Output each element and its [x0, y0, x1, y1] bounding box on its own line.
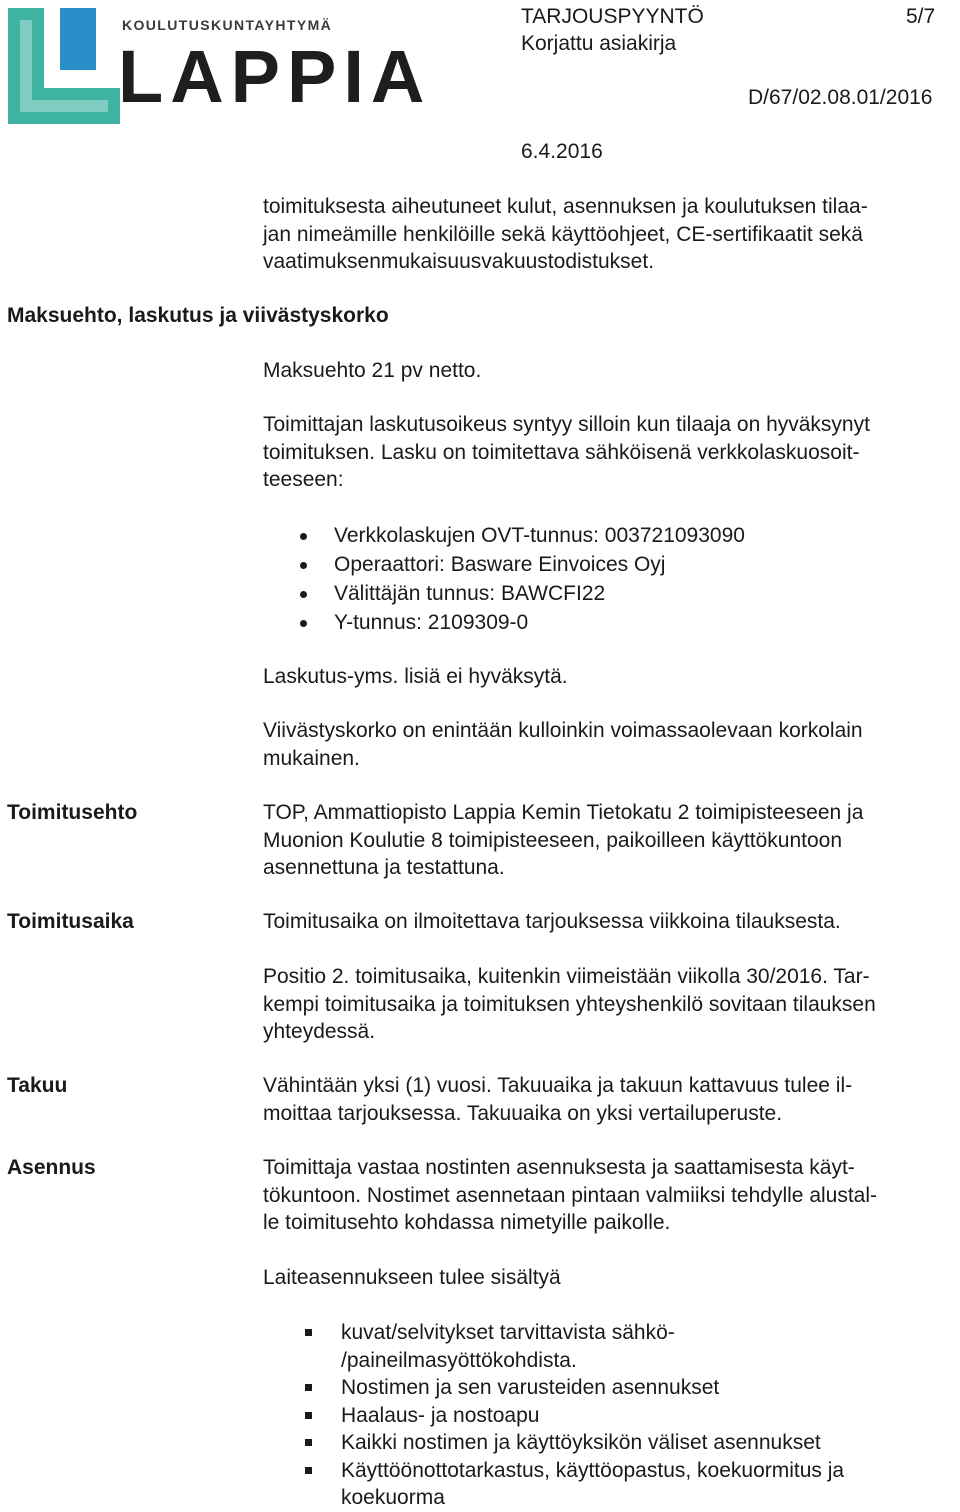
list-item: Verkkolaskujen OVT-tunnus: 003721093090 — [300, 522, 900, 550]
logo-brand-name: LAPPIA — [118, 35, 432, 118]
intro-paragraph — [263, 193, 953, 276]
installation-heading: Asennus — [7, 1156, 96, 1179]
delivery-time-line: Toimitusaika on ilmoitettava tarjouksessa viikkoina tilauksesta. — [263, 910, 841, 933]
doc-type: TARJOUSPYYNTÖ — [521, 5, 704, 28]
bullet-icon — [300, 533, 307, 540]
square-bullet-icon — [305, 1439, 312, 1446]
invoice-line: Toimittajan laskutusoikeus syntyy silloin kun tilaaja on hyväksynyt — [263, 413, 870, 436]
invoice-paragraph — [263, 411, 958, 494]
installation-paragraph — [263, 1154, 958, 1237]
invoice-line: teeseen: — [263, 468, 344, 491]
warranty-line: moittaa tarjouksessa. Takuuaika on yksi vertailuperuste. — [263, 1101, 783, 1125]
delivery-terms-line: asennettuna ja testattuna. — [263, 856, 505, 879]
list-item: Välittäjän tunnus: BAWCFI22 — [300, 580, 900, 608]
list-item: Nostimen ja sen varusteiden asennukset — [305, 1374, 945, 1402]
delivery-terms-line: TOP, Ammattiopisto Lappia Kemin Tietokatu 2 toimipisteeseen ja — [263, 801, 864, 824]
installation-line: tökuntoon. Nostimet asennetaan pintaan valmiiksi tehdylle alustal- — [263, 1183, 878, 1207]
square-bullet-icon — [305, 1329, 312, 1336]
doc-subtitle: Korjattu asiakirja — [521, 32, 677, 55]
payment-term: Maksuehto 21 pv netto. — [263, 359, 482, 382]
intro-line: toimituksesta aiheutuneet kulut, asennuksen ja koulutuksen tilaa- — [263, 195, 868, 218]
bullet-icon — [300, 591, 307, 598]
list-item: Käyttöönottotarkastus, käyttöopastus, koekuormitus ja — [305, 1457, 945, 1485]
square-bullet-icon — [305, 1384, 312, 1391]
square-bullet-icon — [305, 1467, 312, 1474]
invoice-details-list — [300, 522, 900, 637]
installation-line: le toimitusehto kohdassa nimetyille paikolle. — [263, 1211, 671, 1234]
position-line: kempi toimitusaika ja toimituksen yhteyshenkilö sovitaan tilauksen — [263, 992, 876, 1016]
extras-note: Laskutus-yms. lisiä ei hyväksytä. — [263, 665, 568, 688]
delivery-terms-line: Muonion Koulutie 8 toimipisteeseen, paikoilleen käyttökuntoon — [263, 828, 843, 852]
list-item: koekuorma — [341, 1486, 445, 1509]
list-item: Kaikki nostimen ja käyttöyksikön väliset asennukset — [305, 1429, 945, 1457]
invoice-line: toimituksen. Lasku on toimitettava sähköisenä verkkolaskuosoit- — [263, 440, 860, 464]
interest-line: Viivästyskorko on enintään kulloinkin voimassaolevaan korkolain — [263, 719, 863, 742]
lappia-logo-mark-icon — [0, 0, 130, 130]
logo-org-name: KOULUTUSKUNTAYHTYMÄ — [122, 17, 333, 33]
warranty-heading: Takuu — [7, 1074, 68, 1097]
warranty-paragraph — [263, 1072, 953, 1127]
warranty-line: Vähintään yksi (1) vuosi. Takuuaika ja takuun kattavuus tulee il- — [263, 1074, 853, 1097]
list-item: Haalaus- ja nostoapu — [305, 1402, 945, 1430]
interest-line: mukainen. — [263, 746, 360, 770]
list-item: /paineilmasyöttökohdista. — [341, 1348, 577, 1372]
page-number: 5/7 — [906, 5, 936, 28]
position-line: yhteydessä. — [263, 1020, 376, 1043]
list-item: kuvat/selvitykset tarvittavista sähkö- — [305, 1319, 945, 1347]
installation-items-list — [305, 1319, 945, 1512]
installation-line: Toimittaja vastaa nostinten asennuksesta ja saattamisesta käyt- — [263, 1156, 855, 1179]
logo — [0, 0, 432, 130]
list-item: Y-tunnus: 2109309-0 — [300, 609, 900, 637]
doc-date: 6.4.2016 — [521, 140, 603, 163]
delivery-terms-heading: Toimitusehto — [7, 801, 138, 824]
doc-reference: D/67/02.08.01/2016 — [748, 86, 933, 109]
bullet-icon — [300, 562, 307, 569]
delivery-terms-paragraph — [263, 799, 953, 882]
delivery-time-heading: Toimitusaika — [7, 910, 134, 933]
installation-includes: Laiteasennukseen tulee sisältyä — [263, 1266, 561, 1289]
position-paragraph — [263, 963, 958, 1046]
position-line: Positio 2. toimitusaika, kuitenkin viimeistään viikolla 30/2016. Tar- — [263, 965, 870, 988]
intro-line: vaatimuksenmukaisuusvakuustodistukset. — [263, 250, 655, 273]
intro-line: jan nimeämille henkilöille sekä käyttöohjeet, CE-sertifikaatit sekä — [263, 222, 863, 246]
payment-heading: Maksuehto, laskutus ja viivästyskorko — [7, 304, 389, 327]
interest-paragraph — [263, 717, 953, 772]
list-item: Operaattori: Basware Einvoices Oyj — [300, 551, 900, 579]
bullet-icon — [300, 620, 307, 627]
square-bullet-icon — [305, 1412, 312, 1419]
